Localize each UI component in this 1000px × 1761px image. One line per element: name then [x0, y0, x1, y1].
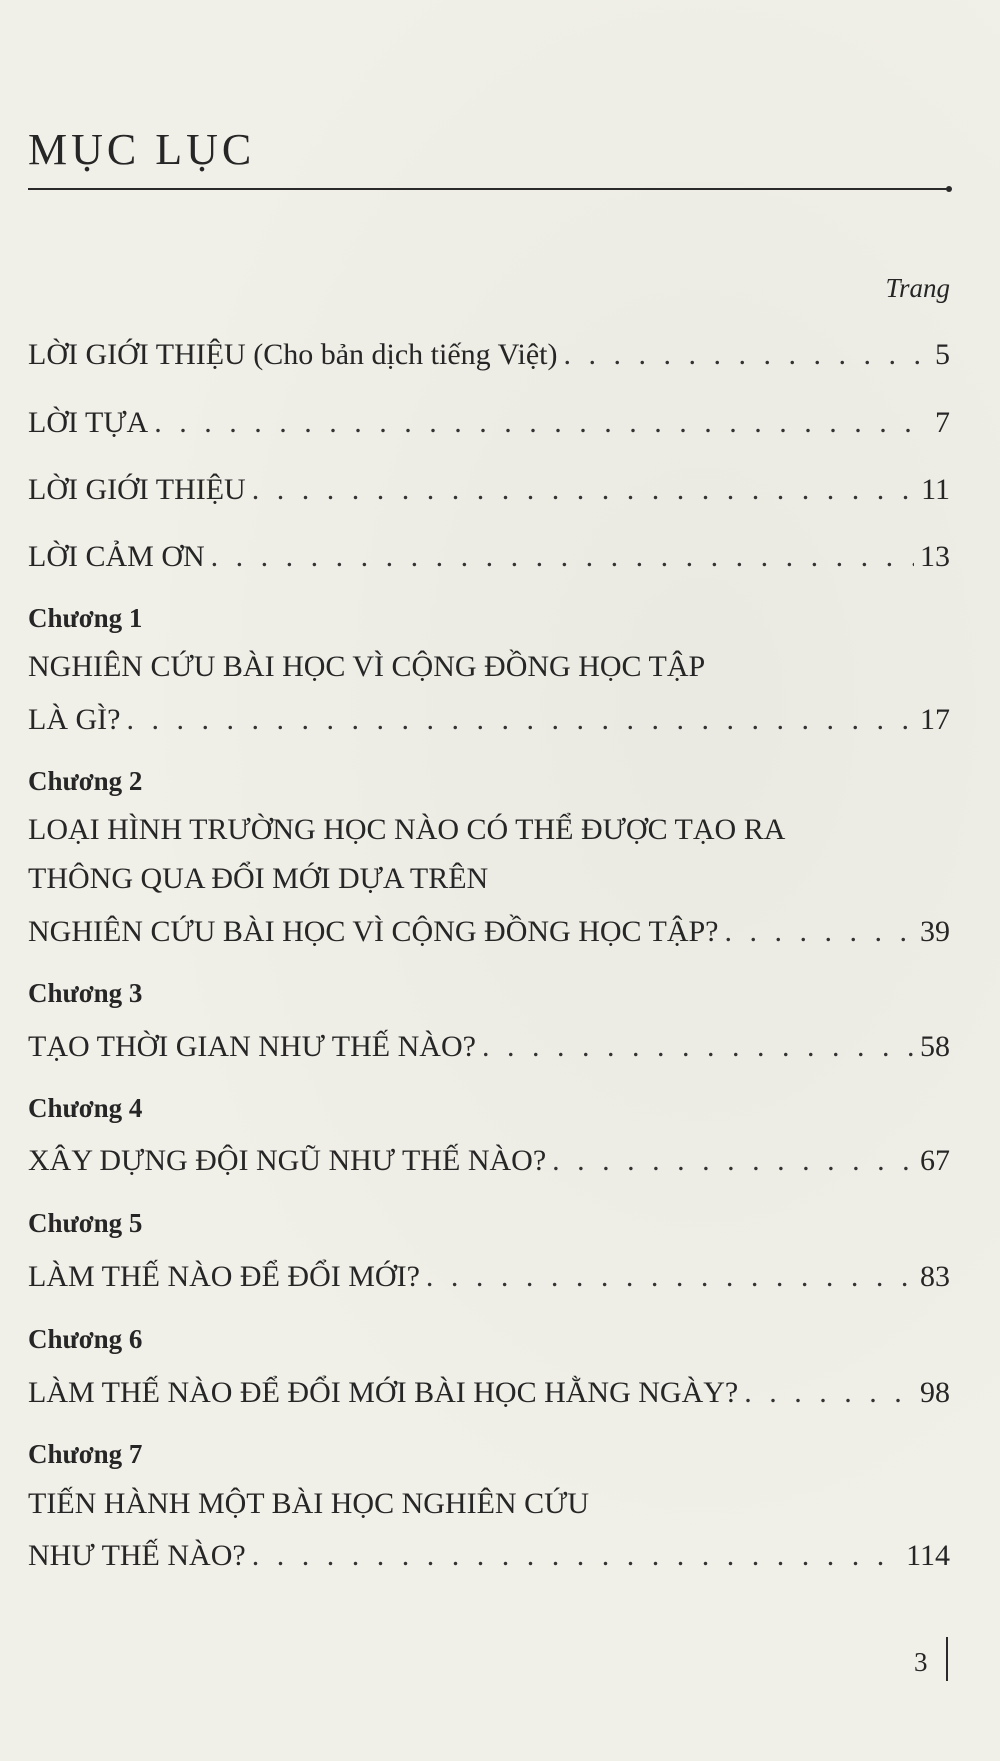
- dot-leader: [252, 1541, 900, 1571]
- toc-entry-page: 5: [935, 338, 950, 371]
- chapter-title-line: NGHIÊN CỨU BÀI HỌC VÌ CỘNG ĐỒNG HỌC TẬP: [28, 650, 706, 683]
- toc-entry-page: 58: [920, 1030, 950, 1063]
- toc-entry-acknowledgements[interactable]: [28, 542, 950, 572]
- chapter-heading-3: Chương 3: [28, 978, 143, 1008]
- dot-leader: [744, 1378, 914, 1408]
- toc-entry-chapter-2[interactable]: [28, 917, 950, 947]
- dot-leader: [563, 340, 929, 370]
- toc-entry-label: LỜI TỰA: [28, 406, 149, 439]
- dot-leader: [252, 475, 915, 505]
- toc-entry-chapter-5[interactable]: [28, 1262, 950, 1292]
- chapter-title-line: THÔNG QUA ĐỔI MỚI DỰA TRÊN: [28, 862, 489, 895]
- chapter-title-line: TIẾN HÀNH MỘT BÀI HỌC NGHIÊN CỨU: [28, 1487, 590, 1520]
- chapter-heading-4: Chương 4: [28, 1093, 143, 1123]
- toc-entry-page: 114: [906, 1539, 950, 1572]
- toc-entry-page: 98: [920, 1376, 950, 1409]
- toc-entry-chapter-4[interactable]: [28, 1146, 950, 1176]
- dot-leader: [211, 542, 914, 572]
- toc-entry-label: LÀM THẾ NÀO ĐỂ ĐỔI MỚI?: [28, 1260, 420, 1293]
- toc-entry-label: XÂY DỰNG ĐỘI NGŨ NHƯ THẾ NÀO?: [28, 1144, 547, 1177]
- toc-entry-label: LỜI CẢM ƠN: [28, 540, 205, 573]
- page-number-rule: [946, 1637, 948, 1681]
- page-number: 3: [914, 1647, 928, 1677]
- toc-entry-page: 83: [920, 1260, 950, 1293]
- chapter-heading-1: Chương 1: [28, 603, 143, 633]
- page-column-label: Trang: [885, 273, 950, 303]
- toc-entry-page: 7: [935, 406, 950, 439]
- chapter-heading-5: Chương 5: [28, 1208, 143, 1238]
- dot-leader: [552, 1146, 914, 1176]
- toc-entry-page: 67: [920, 1144, 950, 1177]
- dot-leader: [154, 408, 929, 438]
- chapter-heading-6: Chương 6: [28, 1324, 143, 1354]
- toc-entry-label: LÀ GÌ?: [28, 703, 121, 736]
- title-rule: [28, 188, 950, 190]
- dot-leader: [482, 1032, 914, 1062]
- chapter-heading-7: Chương 7: [28, 1439, 143, 1469]
- toc-entry-chapter-3[interactable]: [28, 1032, 950, 1062]
- toc-entry-intro[interactable]: [28, 475, 950, 505]
- toc-entry-page: 17: [920, 703, 950, 736]
- toc-entry-chapter-1[interactable]: [28, 705, 950, 735]
- toc-entry-chapter-6[interactable]: [28, 1378, 950, 1408]
- toc-entry-page: 39: [920, 915, 950, 948]
- page-title: MỤC LỤC: [28, 125, 256, 174]
- toc-entry-label: NHƯ THẾ NÀO?: [28, 1539, 246, 1572]
- toc-entry-chapter-7[interactable]: [28, 1541, 950, 1571]
- toc-entry-label: LỜI GIỚI THIỆU (Cho bản dịch tiếng Việt): [28, 338, 558, 371]
- toc-entry-preface[interactable]: [28, 408, 950, 438]
- toc-entry-label: TẠO THỜI GIAN NHƯ THẾ NÀO?: [28, 1030, 476, 1063]
- title-rule-end: [946, 186, 952, 192]
- toc-entry-label: NGHIÊN CỨU BÀI HỌC VÌ CỘNG ĐỒNG HỌC TẬP?: [28, 915, 719, 948]
- toc-entry-label: LỜI GIỚI THIỆU: [28, 473, 246, 506]
- dot-leader: [725, 917, 915, 947]
- chapter-heading-2: Chương 2: [28, 766, 143, 796]
- dot-leader: [126, 705, 914, 735]
- toc-entry-page: 13: [920, 540, 950, 573]
- chapter-title-line: LOẠI HÌNH TRƯỜNG HỌC NÀO CÓ THỂ ĐƯỢC TẠO RA: [28, 813, 786, 846]
- dot-leader: [426, 1262, 914, 1292]
- toc-entry-intro-vi[interactable]: [28, 340, 950, 370]
- toc-entry-label: LÀM THẾ NÀO ĐỂ ĐỔI MỚI BÀI HỌC HẰNG NGÀY?: [28, 1376, 739, 1409]
- toc-entry-page: 11: [921, 473, 950, 506]
